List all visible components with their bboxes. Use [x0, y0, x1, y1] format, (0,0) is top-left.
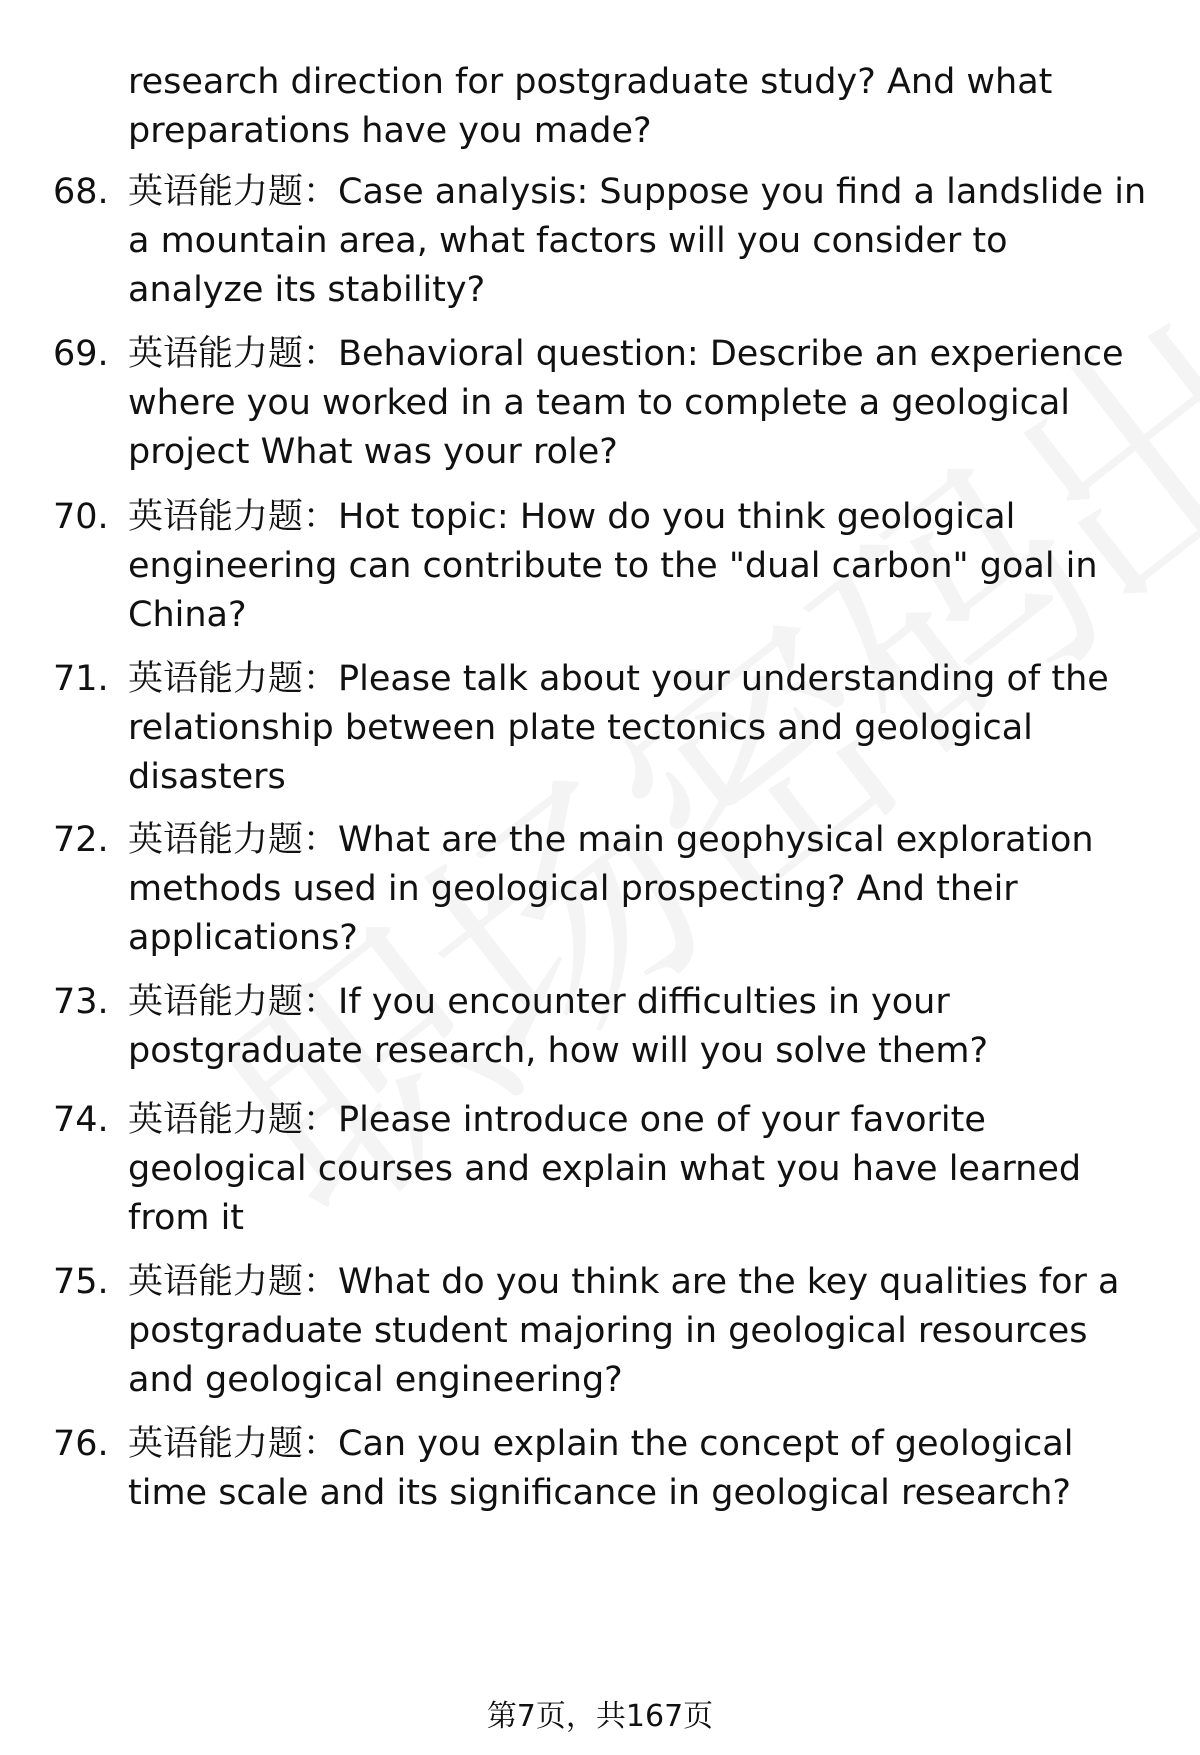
continuation-text: research direction for postgraduate study? And what preparations have you made? [128, 62, 1053, 151]
question-number: 72. [53, 820, 109, 860]
question-text: 英语能力题：Please introduce one of your favorite geological courses and explain what you have learned from it [128, 1100, 1082, 1238]
question-text: 英语能力题：If you encounter difficulties in your postgraduate research, how will you solve them? [128, 982, 989, 1071]
question-number: 68. [53, 172, 109, 212]
question-number: 76. [53, 1424, 109, 1464]
question-number: 69. [53, 334, 109, 374]
question-text: 英语能力题：What do you think are the key qualities for a postgraduate student majoring in geological resources and geological engineering? [128, 1262, 1120, 1400]
question-number: 75. [53, 1262, 109, 1302]
question-number: 73. [53, 982, 109, 1022]
question-number: 71. [53, 659, 109, 699]
question-number: 70. [53, 497, 109, 537]
question-text: 英语能力题：What are the main geophysical exploration methods used in geological prospecting? And their applications? [128, 820, 1094, 958]
question-text: 英语能力题：Hot topic: How do you think geological engineering can contribute to the "dual carbon" goal in China? [128, 497, 1098, 635]
question-text: 英语能力题：Behavioral question: Describe an experience where you worked in a team to complete a geological project What was your role? [128, 334, 1124, 472]
question-text: 英语能力题：Case analysis: Suppose you find a landslide in a mountain area, what factors will you consider to analyze its stability? [128, 172, 1147, 310]
page-footer: 第7页，共167页 [486, 1699, 714, 1734]
question-text: 英语能力题：Can you explain the concept of geological time scale and its significance in geological research? [128, 1424, 1074, 1513]
question-text: 英语能力题：Please talk about your understanding of the relationship between plate tectonics and geological disasters [128, 659, 1109, 797]
question-number: 74. [53, 1100, 109, 1140]
